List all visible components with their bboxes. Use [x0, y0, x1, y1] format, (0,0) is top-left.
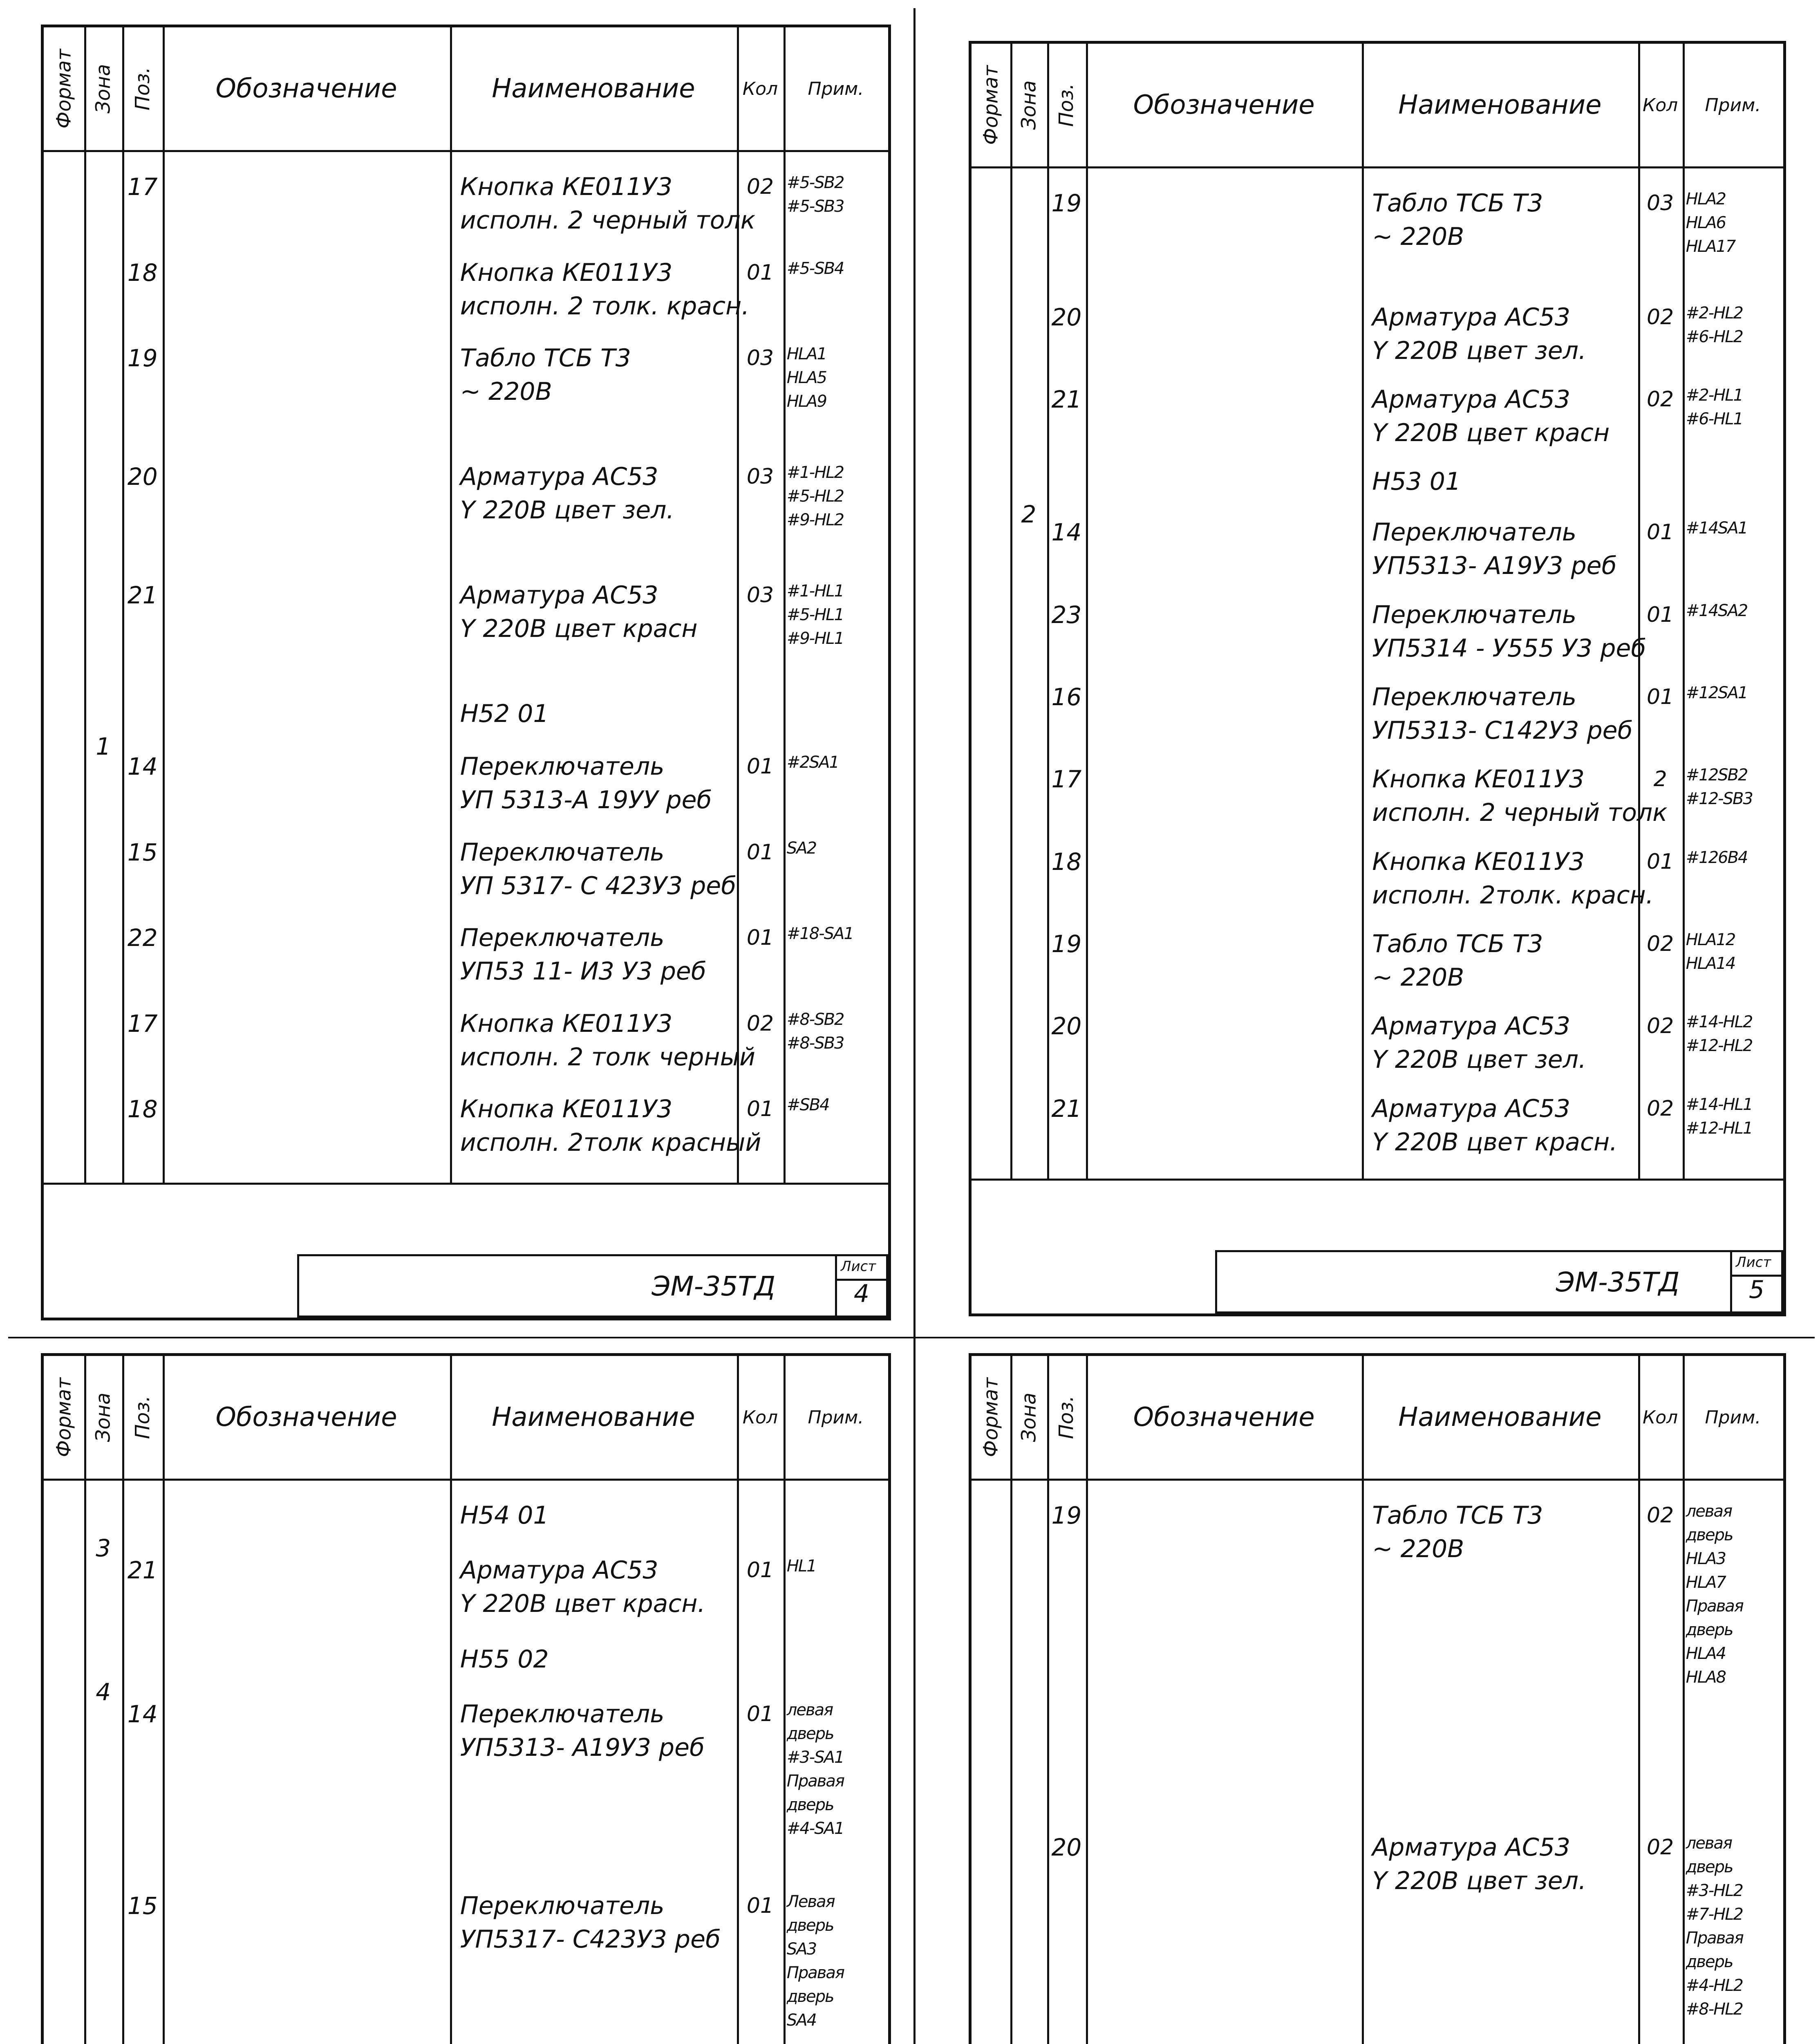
note-line: #12-HL2	[1686, 1036, 1753, 1056]
note-line: HLA5	[786, 368, 826, 388]
quantity-cell: 01	[746, 1701, 774, 1726]
header-divider	[972, 1479, 1783, 1481]
header-name: Наименование	[492, 74, 695, 104]
header-note: Прим.	[808, 1407, 864, 1428]
header-qty: Кол	[1642, 1407, 1678, 1428]
quantity-cell: 01	[1647, 849, 1674, 874]
note-line: #8-SB3	[786, 1033, 844, 1053]
sheet-4	[41, 25, 891, 1320]
header-format-label: Формат	[52, 1377, 76, 1457]
sheet-number: 4	[853, 1280, 870, 1308]
item-name-line: Арматура АС53	[1372, 385, 1571, 414]
header-format	[44, 27, 84, 150]
item-name-line: Переключатель	[1372, 518, 1577, 547]
note-line: #7-HL2	[1686, 1905, 1743, 1924]
header-name: Наименование	[492, 1402, 695, 1432]
note-line: HLA3	[1686, 1549, 1726, 1568]
quantity-cell: 01	[746, 1893, 774, 1918]
item-name-line: Н53 01	[1372, 467, 1461, 496]
item-name-line: Переключатель	[1372, 683, 1577, 711]
note-line: дверь	[786, 1795, 834, 1814]
item-name-line: Табло ТСБ Т3	[1372, 930, 1543, 958]
note-line: #9-HL1	[786, 629, 844, 648]
header-note: Прим.	[808, 78, 864, 99]
position-cell: 19	[127, 344, 158, 372]
column-divider	[784, 27, 786, 1183]
item-name-line: ~ 220В	[460, 377, 552, 406]
quantity-cell: 03	[1647, 191, 1674, 215]
item-name-line: УП5314 - У555 У3 реб	[1372, 634, 1646, 663]
note-line: #2-HL2	[1686, 303, 1743, 323]
column-divider	[1010, 44, 1012, 1179]
item-name-line: Табло ТСБ Т3	[1372, 189, 1543, 217]
item-name-line: УП5313- А19У3 реб	[1372, 551, 1617, 580]
position-cell: 19	[1051, 1502, 1082, 1529]
note-line: Правая	[1686, 1929, 1743, 1948]
column-divider	[1086, 44, 1088, 1179]
note-line: #8-SB2	[786, 1010, 844, 1029]
position-cell: 18	[127, 258, 158, 287]
quantity-cell: 02	[1647, 1096, 1674, 1121]
header-note: Прим.	[1705, 94, 1761, 116]
note-line: дверь	[1686, 1620, 1733, 1639]
note-line: HLA9	[786, 392, 826, 411]
item-name-line: исполн. 2толк красный	[460, 1128, 761, 1157]
header-designation: Обозначение	[215, 74, 397, 104]
sheet-5	[969, 41, 1786, 1316]
header-divider	[44, 1479, 888, 1481]
quantity-cell: 01	[746, 1097, 774, 1122]
header-pos	[122, 1356, 163, 1479]
item-name-line: ~ 220В	[1372, 1535, 1464, 1563]
item-name-line: Переключатель	[460, 752, 665, 781]
quantity-cell: 01	[1647, 685, 1674, 709]
item-name-line: Арматура АС53	[1372, 303, 1571, 332]
header-format-label: Формат	[979, 65, 1003, 145]
note-line: #2-HL1	[1686, 386, 1743, 405]
position-cell: 21	[127, 1556, 158, 1585]
note-line: HLA1	[786, 345, 826, 364]
header-pos	[122, 27, 163, 150]
note-line: дверь	[1686, 1858, 1733, 1876]
note-line: #6-HL1	[1686, 410, 1743, 429]
footer-divider	[44, 1183, 888, 1185]
item-name-line: Кнопка КЕ011У3	[460, 1095, 673, 1124]
header-divider	[972, 166, 1783, 168]
header-designation: Обозначение	[1133, 1402, 1315, 1432]
quantity-cell: 02	[1647, 1014, 1674, 1039]
header-zone-label: Зона	[1017, 1392, 1040, 1442]
item-name-line: Y 220В цвет красн.	[460, 1589, 705, 1618]
note-line: Левая	[786, 1892, 835, 1911]
header-qty: Кол	[742, 78, 778, 99]
position-cell: 21	[1051, 1094, 1082, 1123]
header-name: Наименование	[1398, 1402, 1602, 1432]
item-name-line: исполн. 2 черный толк	[1372, 798, 1668, 827]
position-cell: 18	[127, 1095, 158, 1123]
note-line: Правая	[1686, 1597, 1743, 1616]
item-name-line: Арматура АС53	[1372, 1012, 1571, 1041]
column-divider	[1362, 44, 1364, 1179]
note-line: дверь	[1686, 1526, 1733, 1544]
item-name-line: исполн. 2 толк. красн.	[460, 291, 750, 320]
item-name-line: Н54 01	[460, 1501, 549, 1530]
item-name-line: Y 220В цвет красн	[460, 614, 698, 643]
position-cell: 15	[127, 1892, 158, 1920]
item-name-line: Арматура АС53	[460, 462, 658, 491]
header-name: Наименование	[1398, 90, 1602, 120]
note-line: #5-HL1	[786, 605, 844, 625]
header-zone	[1010, 1356, 1047, 1479]
note-line: HLA8	[1686, 1668, 1726, 1687]
quantity-cell: 01	[746, 260, 774, 285]
note-line: Правая	[786, 1771, 844, 1791]
note-line: #14-HL1	[1686, 1095, 1753, 1114]
title-block	[297, 1254, 888, 1318]
quantity-cell: 02	[1647, 387, 1674, 412]
quantity-cell: 02	[746, 175, 774, 199]
note-line: HLA12	[1686, 930, 1735, 949]
item-name-line: Переключатель	[460, 838, 665, 867]
note-line: дверь	[786, 1987, 834, 2006]
note-line: дверь	[1686, 1952, 1733, 1971]
item-name-line: Y 220В цвет зел.	[1372, 1045, 1587, 1074]
position-cell: 19	[1051, 189, 1082, 217]
header-format	[972, 1356, 1010, 1479]
item-name-line: Табло ТСБ Т3	[1372, 1501, 1543, 1530]
header-zone	[84, 27, 122, 150]
note-line: #5-HL2	[786, 487, 844, 506]
item-name-line: Y 220В цвет зел.	[1372, 336, 1587, 365]
sheet-number: 5	[1748, 1275, 1765, 1304]
item-name-line: Y 220В цвет зел.	[460, 496, 674, 525]
sheet-7	[969, 1353, 1786, 2044]
note-line: HLA14	[1686, 954, 1735, 973]
header-pos-label: Поз.	[131, 67, 154, 111]
header-format-label: Формат	[52, 49, 76, 129]
horizontal-fold-line	[8, 1337, 1815, 1338]
header-zone-label: Зона	[92, 64, 115, 114]
item-name-line: ~ 220В	[1372, 963, 1464, 992]
header-zone-label: Зона	[92, 1392, 115, 1442]
header-format-label: Формат	[979, 1377, 1003, 1457]
position-cell: 19	[1051, 930, 1082, 958]
quantity-cell: 01	[746, 1558, 774, 1583]
item-name-line: Переключатель	[460, 1891, 665, 1920]
quantity-cell: 02	[1647, 1503, 1674, 1528]
quantity-cell: 01	[1647, 520, 1674, 545]
quantity-cell: 01	[1647, 602, 1674, 627]
note-line: #3-SA1	[786, 1748, 844, 1767]
position-cell: 20	[1051, 303, 1082, 331]
header-zone	[84, 1356, 122, 1479]
note-line: HLA4	[1686, 1644, 1726, 1663]
header-format	[44, 1356, 84, 1479]
position-cell: 23	[1051, 601, 1082, 629]
item-name-line: ~ 220В	[1372, 222, 1464, 251]
quantity-cell: 01	[746, 754, 774, 779]
vertical-fold-line	[913, 8, 916, 2044]
header-pos-label: Поз.	[131, 1395, 154, 1439]
column-divider	[84, 27, 86, 1183]
position-cell: 17	[127, 173, 158, 201]
item-name-line: исполн. 2 черный толк	[460, 206, 755, 235]
note-line: #1-HL2	[786, 463, 844, 482]
sheet-6	[41, 1353, 891, 2044]
note-line: Правая	[786, 1963, 844, 1982]
note-line: #14SA1	[1686, 519, 1748, 538]
header-designation: Обозначение	[215, 1402, 397, 1432]
note-line: #18-SA1	[786, 924, 853, 944]
position-cell: 14	[127, 1700, 158, 1728]
note-line: #5-SB3	[786, 197, 844, 216]
note-line: SA4	[786, 2010, 817, 2030]
position-cell: 21	[1051, 385, 1082, 414]
header-qty: Кол	[742, 1407, 778, 1428]
sheet-label: Лист	[841, 1258, 876, 1275]
note-line: HLA7	[1686, 1573, 1726, 1592]
item-name-line: УП5317- С423У3 реб	[460, 1925, 721, 1954]
item-name-line: Y 220В цвет красн.	[1372, 1127, 1618, 1156]
column-divider	[1683, 44, 1685, 1179]
footer-divider	[972, 1179, 1783, 1181]
document-code: ЭМ-35ТД	[651, 1271, 776, 1302]
header-zone-label: Зона	[1017, 80, 1040, 130]
column-divider	[163, 27, 165, 1183]
item-name-line: УП5313- А19У3 реб	[460, 1733, 705, 1762]
title-block	[1215, 1250, 1783, 1313]
header-pos-label: Поз.	[1055, 1395, 1078, 1439]
position-cell: 21	[127, 581, 158, 610]
note-line: дверь	[786, 1724, 834, 1743]
document-code: ЭМ-35ТД	[1556, 1266, 1680, 1298]
header-format	[972, 44, 1010, 166]
item-name-line: Кнопка КЕ011У3	[1372, 847, 1585, 876]
item-name-line: Переключатель	[1372, 600, 1577, 629]
note-line: #9-HL2	[786, 511, 844, 530]
item-name-line: Кнопка КЕ011У3	[460, 1009, 673, 1038]
sheet-label: Лист	[1736, 1254, 1771, 1271]
note-line: #6-HL2	[1686, 327, 1743, 346]
header-zone	[1010, 44, 1047, 166]
quantity-cell: 03	[746, 464, 774, 489]
item-name-line: Кнопка КЕ011У3	[460, 258, 673, 287]
position-cell: 20	[127, 463, 158, 491]
item-name-line: Y 220В цвет красн	[1372, 419, 1610, 448]
item-name-line: Арматура АС53	[460, 1556, 658, 1585]
position-cell: 17	[1051, 765, 1082, 793]
note-line: HL1	[786, 1557, 816, 1576]
note-line: #8-HL2	[1686, 2000, 1743, 2019]
header-pos	[1047, 1356, 1086, 1479]
item-name-line: Y 220В цвет зел.	[1372, 1867, 1587, 1895]
zone-cell: 2	[1021, 500, 1036, 529]
item-name-line: исполн. 2толк. красн.	[1372, 881, 1654, 910]
note-line: HLA6	[1686, 213, 1726, 232]
note-line: SA3	[786, 1939, 817, 1959]
item-name-line: Арматура АС53	[460, 581, 658, 610]
position-cell: 20	[1051, 1833, 1082, 1861]
position-cell: 20	[1051, 1012, 1082, 1040]
header-pos	[1047, 44, 1086, 166]
header-designation: Обозначение	[1133, 90, 1315, 120]
item-name-line: Кнопка КЕ011У3	[460, 173, 673, 201]
note-line: #3-HL2	[1686, 1881, 1743, 1900]
position-cell: 16	[1051, 683, 1082, 711]
quantity-cell: 2	[1653, 767, 1667, 792]
header-qty: Кол	[1642, 94, 1678, 116]
item-name-line: Н52 01	[460, 699, 549, 728]
item-name-line: УП 5313-А 19УУ реб	[460, 786, 712, 815]
zone-cell: 4	[96, 1678, 111, 1706]
note-line: #12SA1	[1686, 684, 1748, 702]
note-line: левая	[1686, 1502, 1732, 1521]
item-name-line: УП 5317- С 423У3 реб	[460, 871, 737, 900]
note-line: #12-HL1	[1686, 1118, 1753, 1138]
note-line: #4-SA1	[786, 1819, 844, 1838]
quantity-cell: 03	[746, 583, 774, 608]
item-name-line: исполн. 2 толк черный	[460, 1042, 755, 1071]
header-divider	[44, 150, 888, 152]
item-name-line: УП53 11- И3 У3 реб	[460, 957, 706, 986]
note-line: дверь	[786, 1916, 834, 1935]
note-line: левая	[786, 1700, 833, 1719]
note-line: #5-SB2	[786, 173, 844, 192]
quantity-cell: 03	[746, 346, 774, 371]
zone-cell: 3	[96, 1534, 111, 1562]
quantity-cell: 02	[1647, 932, 1674, 956]
note-line: HLA2	[1686, 190, 1726, 208]
note-line: #5-SB4	[786, 259, 844, 278]
note-line: #1-HL1	[786, 582, 844, 601]
position-cell: 22	[127, 924, 158, 952]
item-name-line: Арматура АС53	[1372, 1833, 1571, 1862]
column-divider	[450, 27, 452, 1183]
note-line: SA2	[786, 838, 817, 858]
note-line: #12-SB3	[1686, 789, 1753, 809]
note-line: #14-HL2	[1686, 1013, 1753, 1032]
position-cell: 14	[127, 753, 158, 781]
item-name-line: Переключатель	[460, 923, 665, 953]
position-cell: 14	[1051, 518, 1082, 547]
quantity-cell: 01	[746, 840, 774, 865]
item-name-line: Арматура АС53	[1372, 1094, 1571, 1123]
note-line: #12SB2	[1686, 766, 1748, 785]
quantity-cell: 02	[746, 1011, 774, 1036]
item-name-line: УП5313- С142У3 реб	[1372, 716, 1633, 745]
position-cell: 15	[127, 838, 158, 866]
zone-cell: 1	[96, 733, 111, 761]
note-line: HLA17	[1686, 237, 1735, 256]
item-name-line: Переключатель	[460, 1699, 665, 1728]
header-pos-label: Поз.	[1055, 83, 1078, 127]
note-line: #4-HL2	[1686, 1976, 1743, 1995]
note-line: #14SA2	[1686, 601, 1748, 620]
item-name-line: Табло ТСБ Т3	[460, 344, 631, 373]
note-line: #126В4	[1686, 848, 1748, 867]
position-cell: 17	[127, 1009, 158, 1038]
item-name-line: Н55 02	[460, 1645, 549, 1674]
position-cell: 18	[1051, 847, 1082, 876]
note-line: #SB4	[786, 1096, 829, 1115]
quantity-cell: 01	[746, 926, 774, 950]
note-line: #2SA1	[786, 753, 839, 772]
quantity-cell: 02	[1647, 1835, 1674, 1860]
item-name-line: Кнопка КЕ011У3	[1372, 765, 1585, 794]
header-note: Прим.	[1705, 1407, 1761, 1428]
note-line: левая	[1686, 1834, 1732, 1853]
quantity-cell: 02	[1647, 305, 1674, 329]
